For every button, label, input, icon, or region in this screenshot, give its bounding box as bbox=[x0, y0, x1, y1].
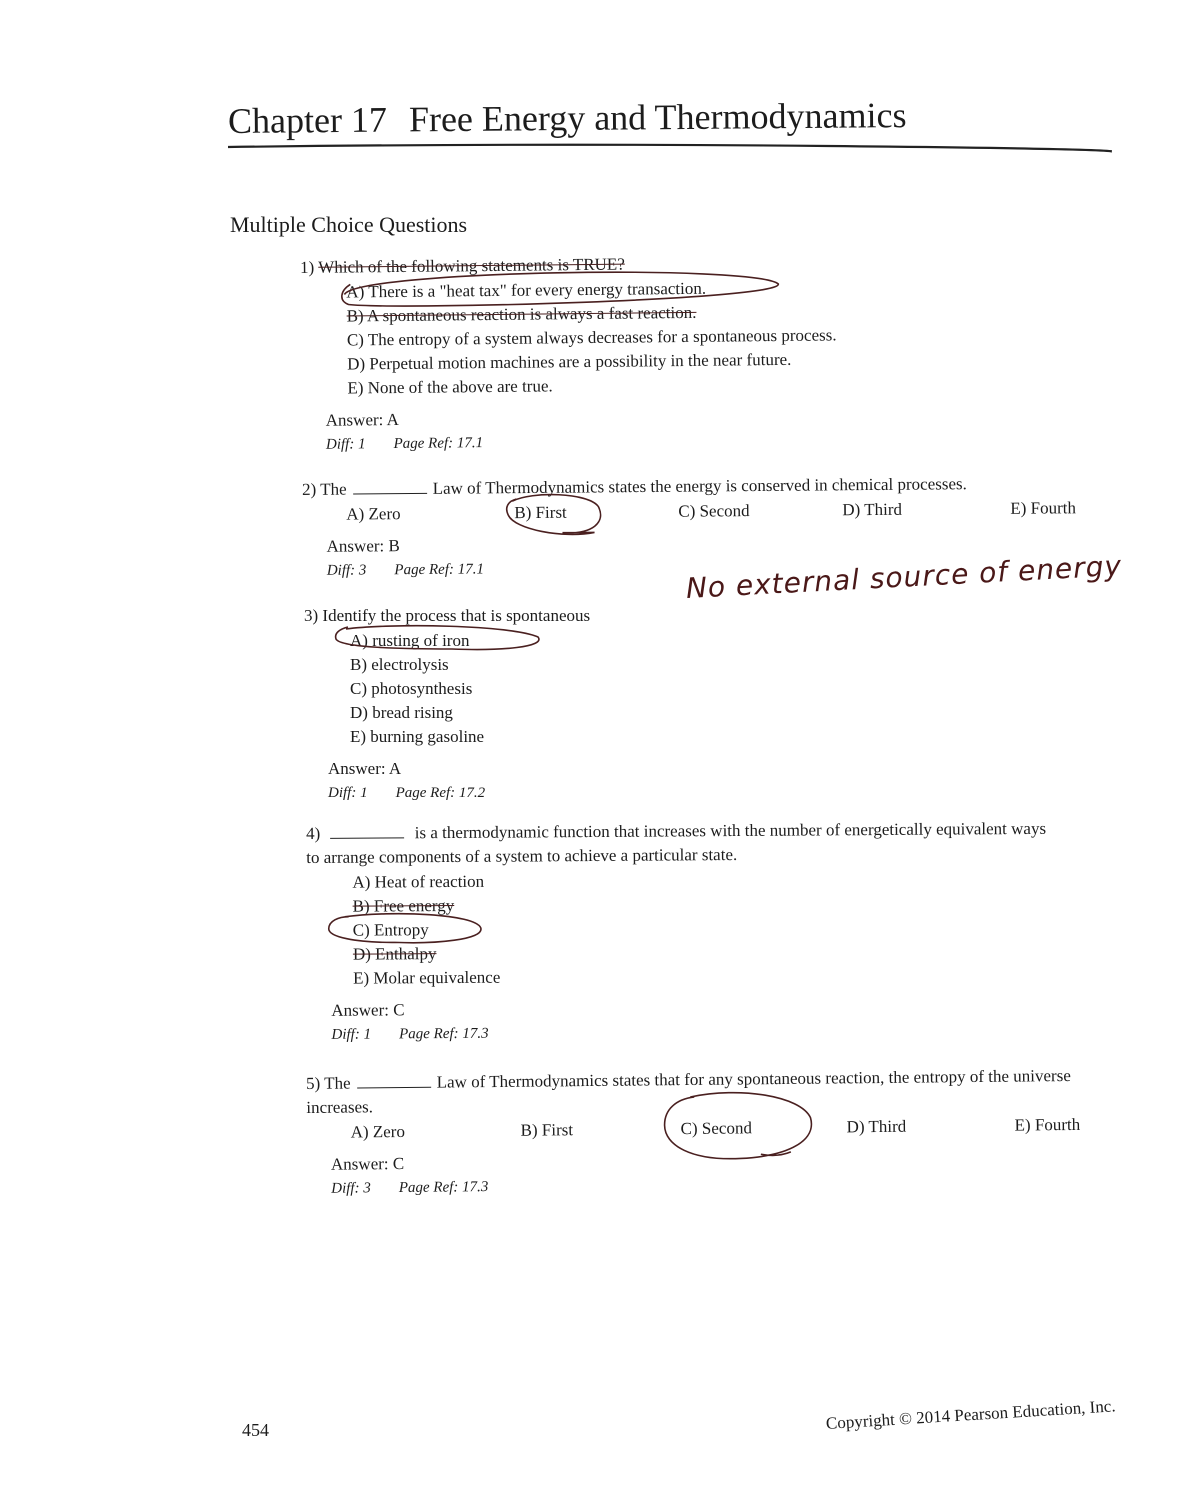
choice-text: E) burning gasoline bbox=[350, 727, 485, 746]
choice-list bbox=[350, 629, 590, 749]
choice-text: D) bread rising bbox=[350, 703, 453, 722]
choice-d[interactable] bbox=[842, 497, 1010, 522]
answer: Answer: A bbox=[325, 409, 400, 430]
choice-d[interactable] bbox=[350, 701, 590, 725]
question-4 bbox=[306, 817, 1048, 1047]
choice-c[interactable] bbox=[353, 914, 1047, 943]
choice-b[interactable] bbox=[350, 653, 590, 677]
choice-text: B) electrolysis bbox=[350, 655, 449, 674]
question-stem bbox=[304, 604, 590, 628]
choice-text: A) There is a "heat tax" for every energy transaction. bbox=[346, 278, 707, 302]
title-rule bbox=[228, 140, 1112, 154]
choice-list bbox=[352, 866, 1047, 991]
choice-c[interactable] bbox=[680, 1115, 846, 1141]
question-number: 2) bbox=[302, 479, 317, 499]
page-ref: Page Ref: 17.1 bbox=[393, 435, 484, 453]
choice-text: A) Zero bbox=[346, 504, 401, 524]
choice-c[interactable] bbox=[678, 498, 842, 523]
stem-before: The bbox=[324, 1073, 351, 1093]
page-ref: Page Ref: 17.3 bbox=[398, 1179, 489, 1197]
choice-text: B) Free energy bbox=[352, 895, 455, 916]
choice-text: C) Entropy bbox=[352, 920, 429, 940]
page-number: 454 bbox=[242, 1420, 269, 1440]
choice-text: D) Third bbox=[846, 1116, 907, 1137]
question-number: 5) bbox=[306, 1073, 321, 1093]
chapter-name: Free Energy and Thermodynamics bbox=[408, 95, 907, 140]
answer-blank bbox=[330, 823, 404, 839]
copyright-notice: Copyright © 2014 Pearson Education, Inc. bbox=[825, 1396, 1117, 1433]
answer: Answer: C bbox=[330, 1153, 405, 1174]
question-number: 1) bbox=[300, 257, 315, 277]
choice-list bbox=[346, 275, 837, 400]
answer-blank bbox=[357, 1073, 431, 1089]
choice-e[interactable] bbox=[1014, 1113, 1080, 1138]
choice-b[interactable] bbox=[514, 500, 678, 525]
question-5 bbox=[306, 1063, 1127, 1201]
difficulty: Diff: 1 bbox=[331, 1026, 372, 1043]
stem-before: The bbox=[320, 479, 347, 499]
choice-text: D) Third bbox=[842, 499, 903, 520]
choice-text: D) Perpetual motion machines are a possibility in the near future. bbox=[347, 349, 792, 374]
difficulty: Diff: 3 bbox=[326, 562, 367, 579]
choice-text: E) Molar equivalence bbox=[353, 967, 501, 988]
question-text: Which of the following statements is TRUE? bbox=[318, 254, 625, 277]
choice-a[interactable] bbox=[350, 629, 590, 653]
question-3 bbox=[304, 604, 590, 805]
question-text: is a thermodynamic function that increases with the number of energetically equivalent ways to arrange components of a system to achieve a particular state. bbox=[306, 818, 1047, 867]
answer-block bbox=[326, 403, 838, 456]
question-1 bbox=[300, 250, 838, 457]
choice-e[interactable] bbox=[1010, 496, 1076, 521]
choice-d[interactable] bbox=[347, 347, 837, 376]
section-heading: Multiple Choice Questions bbox=[230, 212, 468, 237]
choice-a[interactable] bbox=[346, 275, 836, 304]
refs bbox=[326, 427, 838, 456]
choice-text: A) Heat of reaction bbox=[352, 871, 485, 892]
page-ref: Page Ref: 17.3 bbox=[399, 1025, 489, 1043]
handwritten-note: No external source of energy bbox=[685, 549, 1123, 605]
answer-block bbox=[331, 1144, 1127, 1200]
difficulty: Diff: 1 bbox=[325, 436, 366, 453]
choice-e[interactable] bbox=[347, 371, 837, 400]
choice-text: C) Second bbox=[680, 1118, 753, 1139]
page-ref: Page Ref: 17.2 bbox=[395, 785, 486, 801]
choice-text: A) rusting of iron bbox=[350, 631, 470, 650]
refs bbox=[331, 1018, 1047, 1047]
answer-block bbox=[331, 994, 1047, 1047]
answer-block bbox=[328, 757, 590, 805]
choice-a[interactable] bbox=[346, 501, 514, 526]
answer-blank bbox=[353, 479, 427, 495]
choice-text: C) The entropy of a system always decreases for a spontaneous process. bbox=[346, 325, 837, 350]
answer: Answer: A bbox=[328, 759, 402, 778]
choice-text: E) Fourth bbox=[1014, 1114, 1081, 1135]
choice-text: B) First bbox=[520, 1120, 574, 1140]
question-number: 4) bbox=[306, 823, 321, 843]
choice-c[interactable] bbox=[350, 677, 590, 701]
choice-text: E) None of the above are true. bbox=[347, 376, 553, 398]
stem-after: Law of Thermodynamics states the energy is conserved in chemical processes. bbox=[432, 474, 967, 498]
choice-e[interactable] bbox=[350, 725, 590, 749]
question-text: Identify the process that is spontaneous bbox=[322, 606, 591, 625]
choice-b[interactable] bbox=[521, 1117, 681, 1143]
answer: Answer: C bbox=[331, 1000, 405, 1020]
refs bbox=[328, 781, 590, 805]
page-ref: Page Ref: 17.1 bbox=[394, 561, 485, 579]
chapter-number: Chapter 17 bbox=[227, 99, 388, 141]
chapter-title bbox=[228, 94, 907, 142]
choice-text: A) Zero bbox=[350, 1121, 406, 1142]
choice-text: E) Fourth bbox=[1010, 498, 1077, 518]
answer: Answer: B bbox=[326, 536, 400, 556]
choice-text: D) Enthalpy bbox=[352, 944, 437, 964]
choice-text: C) photosynthesis bbox=[350, 679, 473, 698]
choice-text: B) A spontaneous reaction is always a fast reaction. bbox=[346, 302, 697, 326]
difficulty: Diff: 1 bbox=[328, 785, 368, 801]
choice-a[interactable] bbox=[351, 1119, 521, 1145]
choice-d[interactable] bbox=[846, 1114, 1014, 1140]
choice-text: C) Second bbox=[678, 501, 750, 521]
question-stem bbox=[306, 817, 1046, 870]
question-number: 3) bbox=[304, 606, 319, 625]
difficulty: Diff: 3 bbox=[331, 1180, 371, 1197]
question-stem bbox=[306, 1063, 1126, 1120]
choice-text: B) First bbox=[514, 502, 567, 523]
stem-after: Law of Thermodynamics states that for any spontaneous reaction, the entropy of the universe increases. bbox=[306, 1065, 1071, 1117]
choice-e[interactable] bbox=[353, 962, 1047, 991]
